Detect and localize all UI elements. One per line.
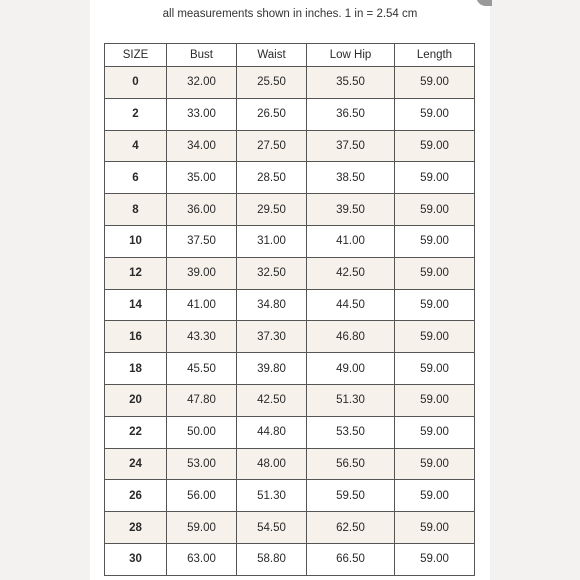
cell-length: 59.00 [395,162,475,194]
cell-waist: 28.50 [237,162,307,194]
cell-length: 59.00 [395,257,475,289]
cell-low-hip: 38.50 [307,162,395,194]
cell-bust: 37.50 [167,225,237,257]
size-table [104,43,475,576]
cell-length: 59.00 [395,98,475,130]
cell-bust: 63.00 [167,543,237,575]
table-row [105,67,475,99]
cell-size: 8 [105,194,167,226]
header-low-hip: Low Hip [307,44,395,67]
cell-waist: 37.30 [237,321,307,353]
cell-length: 59.00 [395,194,475,226]
cell-waist: 32.50 [237,257,307,289]
cell-length: 59.00 [395,416,475,448]
header-length: Length [395,44,475,67]
table-row [105,162,475,194]
table-row [105,225,475,257]
cell-size: 30 [105,543,167,575]
cell-low-hip: 37.50 [307,130,395,162]
table-body [105,67,475,576]
cell-low-hip: 44.50 [307,289,395,321]
cell-waist: 51.30 [237,480,307,512]
table-row [105,321,475,353]
cell-length: 59.00 [395,225,475,257]
table-row [105,194,475,226]
table-row [105,98,475,130]
table-row [105,384,475,416]
cell-waist: 34.80 [237,289,307,321]
cell-size: 10 [105,225,167,257]
cell-low-hip: 56.50 [307,448,395,480]
cell-waist: 48.00 [237,448,307,480]
cell-length: 59.00 [395,480,475,512]
cell-low-hip: 36.50 [307,98,395,130]
cell-waist: 54.50 [237,512,307,544]
cell-size: 16 [105,321,167,353]
cell-bust: 33.00 [167,98,237,130]
cell-size: 2 [105,98,167,130]
cell-length: 59.00 [395,67,475,99]
cell-size: 22 [105,416,167,448]
cell-size: 4 [105,130,167,162]
cell-size: 12 [105,257,167,289]
cell-bust: 35.00 [167,162,237,194]
cell-low-hip: 53.50 [307,416,395,448]
cell-length: 59.00 [395,512,475,544]
cell-bust: 32.00 [167,67,237,99]
table-row [105,448,475,480]
cell-waist: 39.80 [237,353,307,385]
cell-size: 28 [105,512,167,544]
cell-size: 20 [105,384,167,416]
table-row [105,353,475,385]
cell-length: 59.00 [395,353,475,385]
header-bust: Bust [167,44,237,67]
cell-bust: 53.00 [167,448,237,480]
cell-bust: 34.00 [167,130,237,162]
cell-size: 14 [105,289,167,321]
cell-size: 0 [105,67,167,99]
cell-low-hip: 49.00 [307,353,395,385]
table-header-row [105,44,475,67]
cell-length: 59.00 [395,543,475,575]
cell-waist: 42.50 [237,384,307,416]
table-row [105,512,475,544]
cell-bust: 41.00 [167,289,237,321]
measurement-note: all measurements shown in inches. 1 in = 2.54 cm [162,8,418,20]
cell-low-hip: 66.50 [307,543,395,575]
cell-size: 26 [105,480,167,512]
cell-length: 59.00 [395,130,475,162]
cell-low-hip: 62.50 [307,512,395,544]
cell-low-hip: 42.50 [307,257,395,289]
cell-bust: 47.80 [167,384,237,416]
cell-bust: 45.50 [167,353,237,385]
cell-waist: 31.00 [237,225,307,257]
cell-bust: 43.30 [167,321,237,353]
cell-size: 6 [105,162,167,194]
header-size: SIZE [105,44,167,67]
cell-waist: 44.80 [237,416,307,448]
cell-waist: 29.50 [237,194,307,226]
cell-bust: 39.00 [167,257,237,289]
cell-low-hip: 46.80 [307,321,395,353]
cell-waist: 26.50 [237,98,307,130]
cell-size: 24 [105,448,167,480]
table-row [105,289,475,321]
cell-low-hip: 35.50 [307,67,395,99]
table-row [105,543,475,575]
cell-size: 18 [105,353,167,385]
table-row [105,416,475,448]
cell-bust: 59.00 [167,512,237,544]
cell-length: 59.00 [395,384,475,416]
cell-low-hip: 59.50 [307,480,395,512]
cell-low-hip: 41.00 [307,225,395,257]
cell-length: 59.00 [395,321,475,353]
cell-low-hip: 39.50 [307,194,395,226]
table-row [105,257,475,289]
cell-bust: 56.00 [167,480,237,512]
cell-waist: 25.50 [237,67,307,99]
cell-bust: 50.00 [167,416,237,448]
cell-length: 59.00 [395,289,475,321]
table-row [105,130,475,162]
cell-waist: 27.50 [237,130,307,162]
cell-bust: 36.00 [167,194,237,226]
header-waist: Waist [237,44,307,67]
table-row [105,480,475,512]
cell-waist: 58.80 [237,543,307,575]
cell-length: 59.00 [395,448,475,480]
cell-low-hip: 51.30 [307,384,395,416]
